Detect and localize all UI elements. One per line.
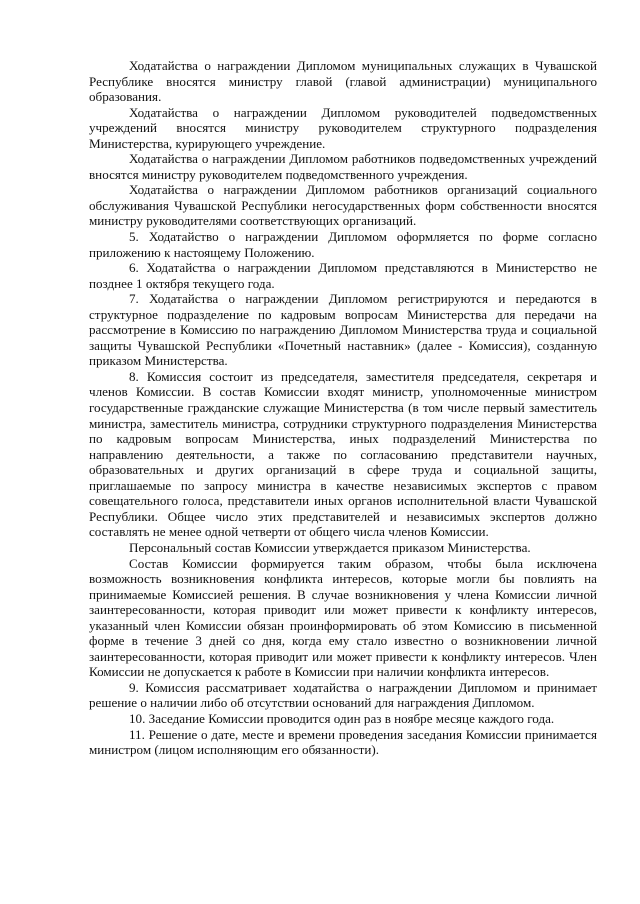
paragraph-municipal-servants: Ходатайства о награждении Дипломом муниципальных служащих в Чувашской Республике вносятся министру главой (главой администрации) муниципального образования.	[89, 58, 597, 105]
paragraph-institution-employees: Ходатайства о награждении Дипломом работников подведомственных учреждений вносятся министру руководителем подведомственного учреждения.	[89, 151, 597, 182]
paragraph-clause-10: 10. Заседание Комиссии проводится один раз в ноябре месяце каждого года.	[129, 710, 555, 726]
document-page	[89, 58, 597, 758]
paragraph-clause-8: 8. Комиссия состоит из председателя, заместителя председателя, секретаря и членов Комиссии. В состав Комиссии входят министр, уполномоченные министром государственные гражданские служащие Министерства (в том числе первый заместитель министра, заместитель министра, сотрудники структурного подразделения Министерства по кадровым вопросам Министерства, иных подразделений Министерства по направлению деятельности, а также по согласованию представители научных, образовательных и других организаций в сфере труда и социальной защиты, приглашаемые по запросу министра в качестве независимых экспертов с правом совещательного голоса, представители иных органов исполнительной власти Чувашской Республики. Общее число этих представителей и независимых экспертов должно составлять не менее одной четверти от общего числа членов Комиссии.	[89, 368, 597, 540]
paragraph-commission-composition: Персональный состав Комиссии утверждается приказом Министерства.	[129, 539, 531, 555]
paragraph-conflict-of-interest: Состав Комиссии формируется таким образом, чтобы была исключена возможность возникновения конфликта интересов, которые могли бы повлиять на принимаемые Комиссией решения. В случае возникновения у члена Комиссии личной заинтересованности, которая приводит или может привести к конфликту интересов, указанный член Комиссии обязан проинформировать об этом Комиссию в письменной форме в течение 3 дней со дня, когда ему стало известно о возникновении личной заинтересованности, которая приводит или может привести к конфликту интересов. Член Комиссии не допускается к работе в Комиссии при наличии конфликта интересов.	[89, 555, 597, 680]
paragraph-non-state-organizations: Ходатайства о награждении Дипломом работников организаций социального обслуживания Чувашской Республики негосударственных форм собственности вносятся министру руководителями соответствующих организаций.	[89, 182, 597, 229]
paragraph-clause-7: 7. Ходатайства о награждении Дипломом регистрируются и передаются в структурное подразделение по кадровым вопросам Министерства для передачи на рассмотрение в Комиссию по награждению Дипломом Министерства труда и социальной защиты Чувашской Республики «Почетный наставник» (далее - Комиссия), созданную приказом Министерства.	[89, 291, 597, 369]
paragraph-heads-of-institutions: Ходатайства о награждении Дипломом руководителей подведомственных учреждений вносятся министру руководителем структурного подразделения Министерства, курирующего учреждение.	[89, 104, 597, 151]
paragraph-clause-11: 11. Решение о дате, месте и времени проведения заседания Комиссии принимается министром (лицом исполняющим его обязанности).	[89, 726, 597, 758]
paragraph-clause-9: 9. Комиссия рассматривает ходатайства о награждении Дипломом и принимает решение о наличии либо об отсутствии оснований для награждения Дипломом.	[89, 679, 597, 711]
paragraph-clause-5: 5. Ходатайство о награждении Дипломом оформляется по форме согласно приложению к настоящему Положению.	[89, 229, 597, 260]
paragraph-clause-6: 6. Ходатайства о награждении Дипломом представляются в Министерство не позднее 1 октября текущего года.	[89, 260, 597, 291]
